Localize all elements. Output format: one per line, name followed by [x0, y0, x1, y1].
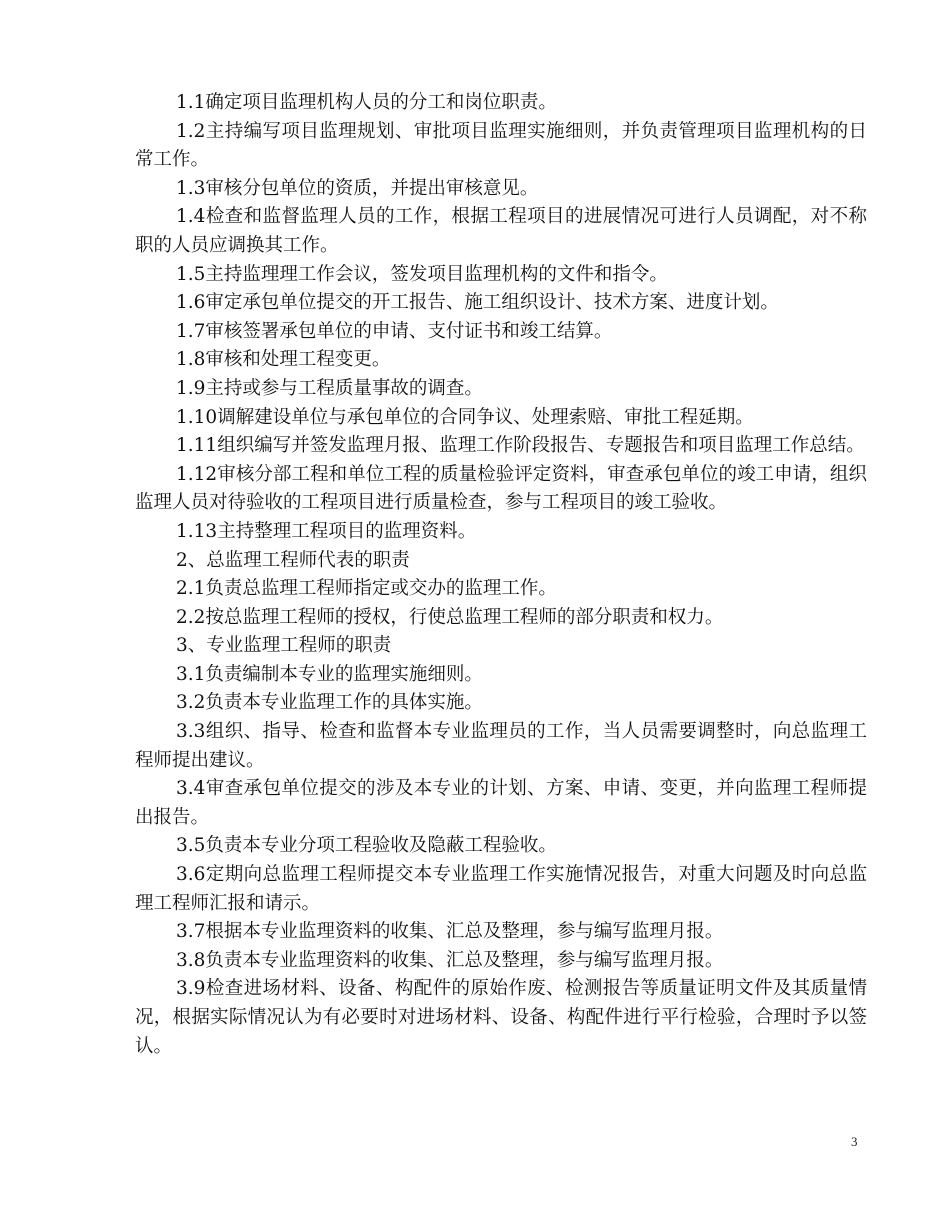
paragraph-1-6: 1.6审定承包单位提交的开工报告、施工组织设计、技术方案、进度计划。: [176, 292, 779, 314]
paragraph-3-2: 3.2负责本专业监理工作的具体实施。: [176, 692, 483, 714]
paragraph-3-1: 3.1负责编制本专业的监理实施细则。: [176, 663, 483, 685]
paragraph-1-12: 1.12审核分部工程和单位工程的质量检验评定资料，审查承包单位的竣工申请，组织监理人员对待验收的工程项目进行质量检查，参与工程项目的竣工验收。: [135, 463, 867, 514]
page-number: 3: [851, 1134, 858, 1149]
paragraph-2-1: 2.1负责总监理工程师指定或交办的监理工作。: [176, 578, 557, 600]
document-body: [135, 89, 867, 1061]
paragraph-1-5: 1.5主持监理理工作会议，签发项目监理机构的文件和指令。: [176, 263, 668, 285]
paragraph-1-2: 1.2主持编写项目监理规划、审批项目监理实施细则，并负责管理项目监理机构的日常工作。: [135, 120, 867, 171]
paragraph-1-1: 1.1确定项目监理机构人员的分工和岗位职责。: [176, 92, 557, 113]
paragraph-1-11: 1.11组织编写并签发监理月报、监理工作阶段报告、专题报告和项目监理工作总结。: [176, 435, 865, 457]
paragraph-3-5: 3.5负责本专业分项工程验收及隐蔽工程验收。: [176, 835, 557, 857]
paragraph-1-7: 1.7审核签署承包单位的申请、支付证书和竣工结算。: [176, 320, 613, 342]
paragraph-1-10: 1.10调解建设单位与承包单位的合同争议、处理索赔、审批工程延期。: [176, 406, 754, 428]
paragraph-3-9: 3.9检查进场材料、设备、构配件的原始作废、检测报告等质量证明文件及其质量情况，根据实际情况认为有必要时对进场材料、设备、构配件进行平行检验，合理时予以签认。: [135, 978, 867, 1057]
paragraph-1-8: 1.8审核和处理工程变更。: [176, 349, 391, 371]
paragraph-1-9: 1.9主持或参与工程质量事故的调查。: [176, 377, 483, 399]
paragraph-1-13: 1.13主持整理工程项目的监理资料。: [176, 520, 477, 542]
paragraph-3-8: 3.8负责本专业监理资料的收集、汇总及整理，参与编写监理月报。: [176, 949, 724, 971]
paragraph-3-7: 3.7根据本专业监理资料的收集、汇总及整理，参与编写监理月报。: [176, 921, 724, 943]
paragraph-3-6: 3.6定期向总监理工程师提交本专业监理工作实施情况报告，对重大问题及时向总监理工程师汇报和请示。: [135, 864, 867, 914]
paragraph-3-3: 3.3组织、指导、检查和监督本专业监理员的工作，当人员需要调整时，向总监理工程师提出建议。: [135, 721, 867, 771]
paragraph-1-3: 1.3审核分包单位的资质，并提出审核意见。: [176, 177, 539, 199]
paragraph-3-4: 3.4审查承包单位提交的涉及本专业的计划、方案、申请、变更，并向监理工程师提出报告。: [135, 778, 867, 828]
section-heading-2: 2、总监理工程师代表的职责: [176, 549, 410, 571]
paragraph-2-2: 2.2按总监理工程师的授权，行使总监理工程师的部分职责和权力。: [176, 606, 724, 628]
section-heading-3: 3、专业监理工程师的职责: [176, 635, 392, 657]
paragraph-1-4: 1.4检查和监督监理人员的工作，根据工程项目的进展情况可进行人员调配，对不称职的人员应调换其工作。: [135, 206, 867, 256]
